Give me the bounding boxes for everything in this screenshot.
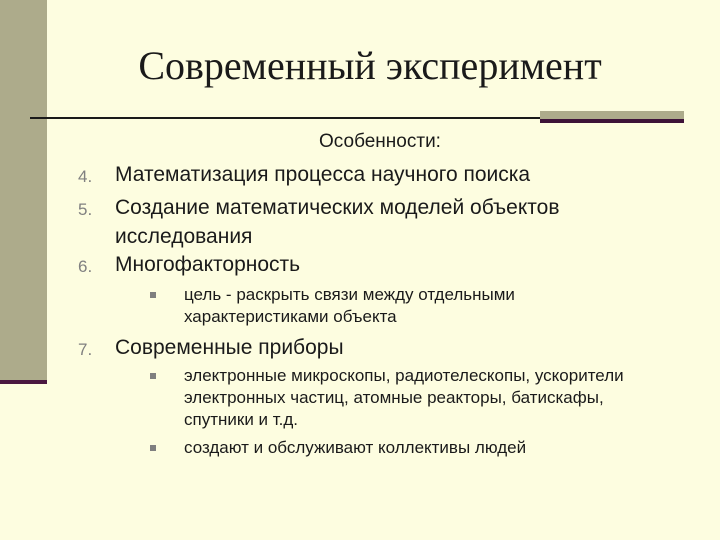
side-accent-line	[0, 380, 47, 384]
slide-subtitle: Особенности:	[319, 131, 441, 152]
list-item	[78, 333, 678, 362]
list-text: Создание математических моделей объектов исследования	[115, 196, 560, 248]
slide-title: Современный эксперимент	[138, 43, 602, 88]
list-item	[78, 193, 658, 251]
square-bullet-icon	[150, 373, 156, 379]
divider-accent-dark	[540, 119, 684, 123]
list-item	[78, 160, 678, 189]
list-number: 4.	[78, 167, 93, 186]
square-bullet-icon	[150, 292, 156, 298]
sub-list-text: создают и обслуживают коллективы людей	[184, 438, 527, 457]
list-number: 5.	[78, 200, 93, 219]
list-number: 7.	[78, 340, 93, 359]
divider-accent	[540, 111, 684, 119]
square-bullet-icon	[150, 445, 156, 451]
sub-list-text: цель - раскрыть связи между отдельными характеристиками объекта	[184, 285, 515, 326]
sub-list-text: электронные микроскопы, радиотелескопы, ускорители электронных частиц, атомные реакторы, батискафы, спутники и т.д.	[184, 366, 624, 429]
list-text: Многофакторность	[115, 253, 301, 276]
sub-list-item	[150, 284, 630, 328]
sub-list-item	[150, 365, 625, 431]
list-text: Современные приборы	[115, 336, 344, 359]
list-number: 6.	[78, 257, 93, 276]
list-text: Математизация процесса научного поиска	[115, 163, 531, 186]
sub-list-item	[150, 437, 650, 459]
list-item	[78, 250, 678, 279]
side-decoration-bar	[0, 0, 47, 383]
